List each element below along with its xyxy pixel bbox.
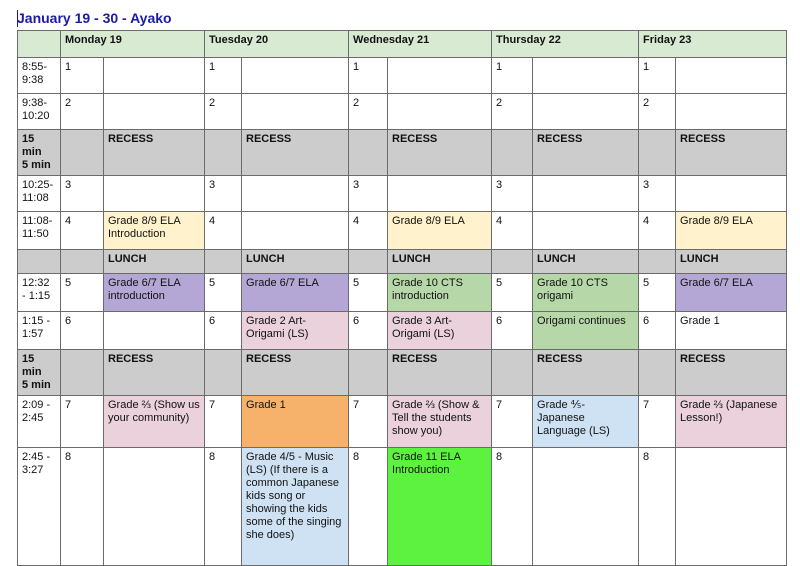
period-number: 2 [205, 94, 242, 130]
class-cell[interactable] [676, 58, 787, 94]
period-number: 2 [639, 94, 676, 130]
class-cell[interactable]: Grade 1 [676, 312, 787, 350]
time-label: 2:09 - 2:45 [22, 399, 51, 424]
class-cell[interactable]: Grade 8/9 ELA [388, 212, 492, 250]
period-number: 3 [61, 176, 104, 212]
period-number: 6 [61, 312, 104, 350]
class-cell[interactable] [533, 94, 639, 130]
day-header: Wednesday 21 [349, 31, 492, 58]
table-row [18, 274, 787, 312]
class-cell[interactable]: Grade 11 ELA Introduction [388, 448, 492, 566]
break-label: RECESS [533, 350, 639, 396]
period-number: 8 [61, 448, 104, 566]
period-number: 7 [205, 396, 242, 448]
period-number: 6 [349, 312, 388, 350]
period-number: 1 [639, 58, 676, 94]
period-number: 5 [349, 274, 388, 312]
time-cell [18, 274, 61, 312]
break-label: LUNCH [242, 250, 349, 274]
time-cell [18, 94, 61, 130]
period-number: 2 [492, 94, 533, 130]
day-header: Tuesday 20 [205, 31, 349, 58]
class-cell[interactable] [676, 176, 787, 212]
period-number: 8 [205, 448, 242, 566]
break-label: LUNCH [676, 250, 787, 274]
class-cell[interactable]: Grade 1 [242, 396, 349, 448]
period-number: 8 [349, 448, 388, 566]
period-number: 4 [61, 212, 104, 250]
period-number: 6 [639, 312, 676, 350]
day-header: Monday 19 [61, 31, 205, 58]
header-row [18, 31, 787, 58]
time-cell [18, 448, 61, 566]
class-cell[interactable]: Grade 8/9 ELA [676, 212, 787, 250]
time-cell [18, 58, 61, 94]
time-label: 15 min 5 min [22, 353, 51, 391]
period-number: 2 [61, 94, 104, 130]
time-cell [18, 312, 61, 350]
schedule-table [17, 30, 787, 566]
period-number: 4 [492, 212, 533, 250]
period-number: 8 [492, 448, 533, 566]
class-cell[interactable]: Grade 6/7 ELA [242, 274, 349, 312]
class-cell[interactable] [388, 176, 492, 212]
break-label: RECESS [104, 130, 205, 176]
period-number: 7 [349, 396, 388, 448]
class-cell[interactable] [104, 58, 205, 94]
period-number: 7 [61, 396, 104, 448]
class-cell[interactable]: Grade 10 CTS origami [533, 274, 639, 312]
period-number: 3 [349, 176, 388, 212]
class-cell[interactable] [533, 448, 639, 566]
class-cell[interactable]: Grade 6/7 ELA introduction [104, 274, 205, 312]
period-number: 5 [61, 274, 104, 312]
time-cell [18, 176, 61, 212]
break-label: RECESS [388, 350, 492, 396]
period-number: 8 [639, 448, 676, 566]
class-cell[interactable] [242, 176, 349, 212]
time-label: 8:55- 9:38 [22, 61, 48, 86]
class-cell[interactable]: Grade ⅔ (Japanese Lesson!) [676, 396, 787, 448]
class-cell[interactable] [676, 448, 787, 566]
break-label: RECESS [104, 350, 205, 396]
period-number: 4 [349, 212, 388, 250]
period-number: 4 [639, 212, 676, 250]
class-cell[interactable]: Origami continues [533, 312, 639, 350]
time-label: 15 min 5 min [22, 133, 51, 171]
period-number: 1 [205, 58, 242, 94]
break-label: RECESS [242, 350, 349, 396]
time-cell [18, 212, 61, 250]
table-row [18, 94, 787, 130]
time-label: 11:08- 11:50 [22, 215, 53, 240]
class-cell[interactable]: Grade 2 Art- Origami (LS) [242, 312, 349, 350]
corner-cell [18, 31, 61, 58]
time-cell [18, 250, 61, 274]
break-label: LUNCH [104, 250, 205, 274]
period-number: 3 [205, 176, 242, 212]
break-label: RECESS [676, 350, 787, 396]
break-label: RECESS [388, 130, 492, 176]
period-number: 3 [639, 176, 676, 212]
time-label: 2:45 - 3:27 [22, 451, 51, 476]
class-cell[interactable]: Grade 10 CTS introduction [388, 274, 492, 312]
day-header: Friday 23 [639, 31, 787, 58]
period-number: 6 [492, 312, 533, 350]
period-number: 3 [492, 176, 533, 212]
class-cell[interactable]: Grade 3 Art- Origami (LS) [388, 312, 492, 350]
class-cell[interactable]: Grade 6/7 ELA [676, 274, 787, 312]
class-cell[interactable] [676, 94, 787, 130]
period-number: 7 [492, 396, 533, 448]
break-label: RECESS [676, 130, 787, 176]
class-cell[interactable] [242, 212, 349, 250]
time-label: 9:38- 10:20 [22, 97, 50, 122]
time-cell [18, 396, 61, 448]
period-number: 1 [492, 58, 533, 94]
page-title: January 19 - 30 - Ayako [17, 10, 172, 26]
class-cell[interactable] [104, 448, 205, 566]
period-number: 6 [205, 312, 242, 350]
class-cell[interactable] [388, 58, 492, 94]
period-number: 1 [349, 58, 388, 94]
time-label: 10:25- 11:08 [22, 179, 54, 204]
time-cell [18, 350, 61, 396]
table-row [18, 448, 787, 566]
table-row [18, 212, 787, 250]
recess-row [18, 350, 787, 396]
class-cell[interactable] [104, 176, 205, 212]
table-row [18, 312, 787, 350]
recess-row [18, 130, 787, 176]
break-label: RECESS [242, 130, 349, 176]
class-cell[interactable] [533, 176, 639, 212]
class-cell[interactable] [388, 94, 492, 130]
lunch-row [18, 250, 787, 274]
class-cell[interactable] [533, 212, 639, 250]
break-label: LUNCH [533, 250, 639, 274]
class-cell[interactable]: Grade ⅘- Japanese Language (LS) [533, 396, 639, 448]
table-row [18, 58, 787, 94]
period-number: 5 [639, 274, 676, 312]
period-number: 5 [492, 274, 533, 312]
time-cell [18, 130, 61, 176]
class-cell[interactable] [104, 94, 205, 130]
period-number: 2 [349, 94, 388, 130]
time-label: 1:15 - 1:57 [22, 315, 51, 340]
table-row [18, 396, 787, 448]
class-cell[interactable]: Grade 4/5 - Music (LS) (If there is a common Japanese kids song or showing the kids some of the singing she does) [242, 448, 349, 566]
day-header: Thursday 22 [492, 31, 639, 58]
break-label: RECESS [533, 130, 639, 176]
class-cell[interactable] [242, 58, 349, 94]
period-number: 7 [639, 396, 676, 448]
period-number: 5 [205, 274, 242, 312]
class-cell[interactable] [104, 312, 205, 350]
class-cell[interactable]: Grade 8/9 ELA Introduction [104, 212, 205, 250]
table-row [18, 176, 787, 212]
period-number: 1 [61, 58, 104, 94]
period-number: 4 [205, 212, 242, 250]
time-label: 12:32 - 1:15 [22, 277, 51, 302]
class-cell[interactable]: Grade ⅔ (Show & Tell the students show you) [388, 396, 492, 448]
class-cell[interactable] [533, 58, 639, 94]
class-cell[interactable] [242, 94, 349, 130]
class-cell[interactable]: Grade ⅔ (Show us your community) [104, 396, 205, 448]
break-label: LUNCH [388, 250, 492, 274]
